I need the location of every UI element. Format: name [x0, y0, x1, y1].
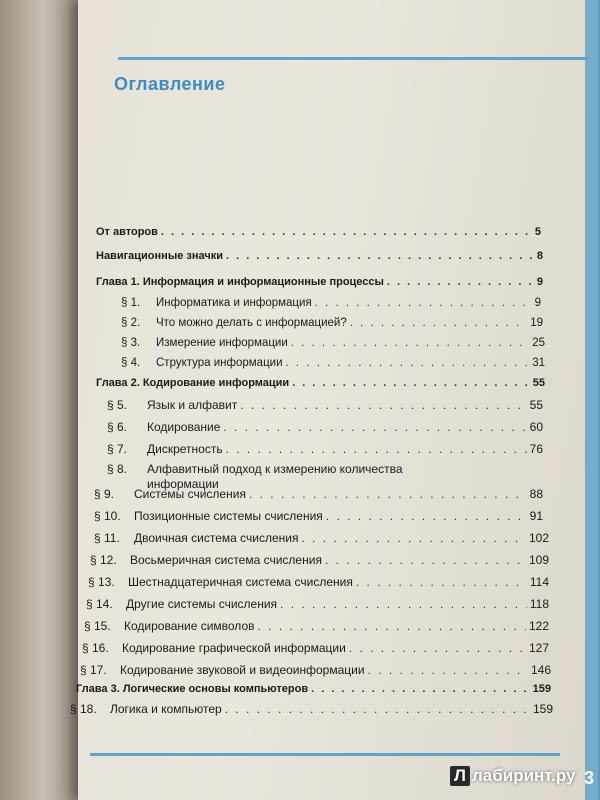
top-rule [118, 57, 588, 60]
facing-page-edge [0, 0, 80, 800]
bottom-rule [90, 753, 560, 756]
toc-entry-section: § 10. Позиционные системы счисления . . . 91 [94, 509, 543, 523]
page-number: 3 [584, 768, 595, 788]
toc-entry-section: § 16. Кодирование графической информации . . . 127 [82, 641, 549, 655]
toc-entry-section: § 13. Шестнадцатеричная система счисления . . . 114 [88, 575, 549, 589]
labirint-logo-icon: Л [450, 766, 470, 786]
toc-entry-section: § 15. Кодирование символов . . . 122 [84, 619, 549, 633]
toc-entry-authors: От авторов . . . 5 [96, 226, 541, 238]
toc-entry-section: § 14. Другие системы счисления . . . 118 [86, 597, 549, 611]
toc-entry-section: § 9. Системы счисления . . . 88 [94, 487, 543, 501]
watermark-text: лабиринт.ру [472, 766, 576, 785]
toc-entry-section: § 5. Язык и алфавит . . . 55 [107, 398, 543, 412]
toc-entry-nav-icons: Навигационные значки . . . 8 [96, 250, 543, 262]
section-number: § 8. [107, 462, 128, 476]
toc-entry-chapter-3: Глава 3. Логические основы компьютеров . . . 159 [76, 683, 551, 695]
toc-entry-chapter-2: Глава 2. Кодирование информации . . . 55 [96, 377, 545, 389]
toc-entry-section: § 17. Кодирование звуковой и видеоинформации . . . 146 [80, 663, 551, 677]
page-edge-strip [585, 0, 600, 800]
toc-entry-section: § 11. Двоичная система счисления . . . 102 [94, 531, 549, 545]
section-label-continued: информации [147, 477, 219, 491]
section-label: Алфавитный подход к измерению количества [147, 462, 403, 476]
toc-entry-section: § 1. Информатика и информация . . . 9 [121, 297, 541, 309]
toc-entry-section: § 3. Измерение информации . . . 25 [121, 337, 545, 349]
toc-entry-section: § 2. Что можно делать с информацией? . . . 19 [121, 317, 543, 329]
toc-entry-section: § 12. Восьмеричная система счисления . . . 109 [90, 553, 549, 567]
toc-entry-chapter-1: Глава 1. Информация и информационные процессы . . . 9 [96, 276, 543, 288]
toc-entry-section: § 4. Структура информации . . . 31 [121, 357, 545, 369]
toc-entry-section: § 7. Дискретность . . . 76 [107, 442, 543, 456]
watermark-logo [450, 766, 575, 786]
toc-entry-section: § 18. Логика и компьютер . . . 159 [70, 702, 553, 716]
toc-entry-section: § 6. Кодирование . . . 60 [107, 420, 543, 434]
page-title: Оглавление [114, 74, 226, 94]
